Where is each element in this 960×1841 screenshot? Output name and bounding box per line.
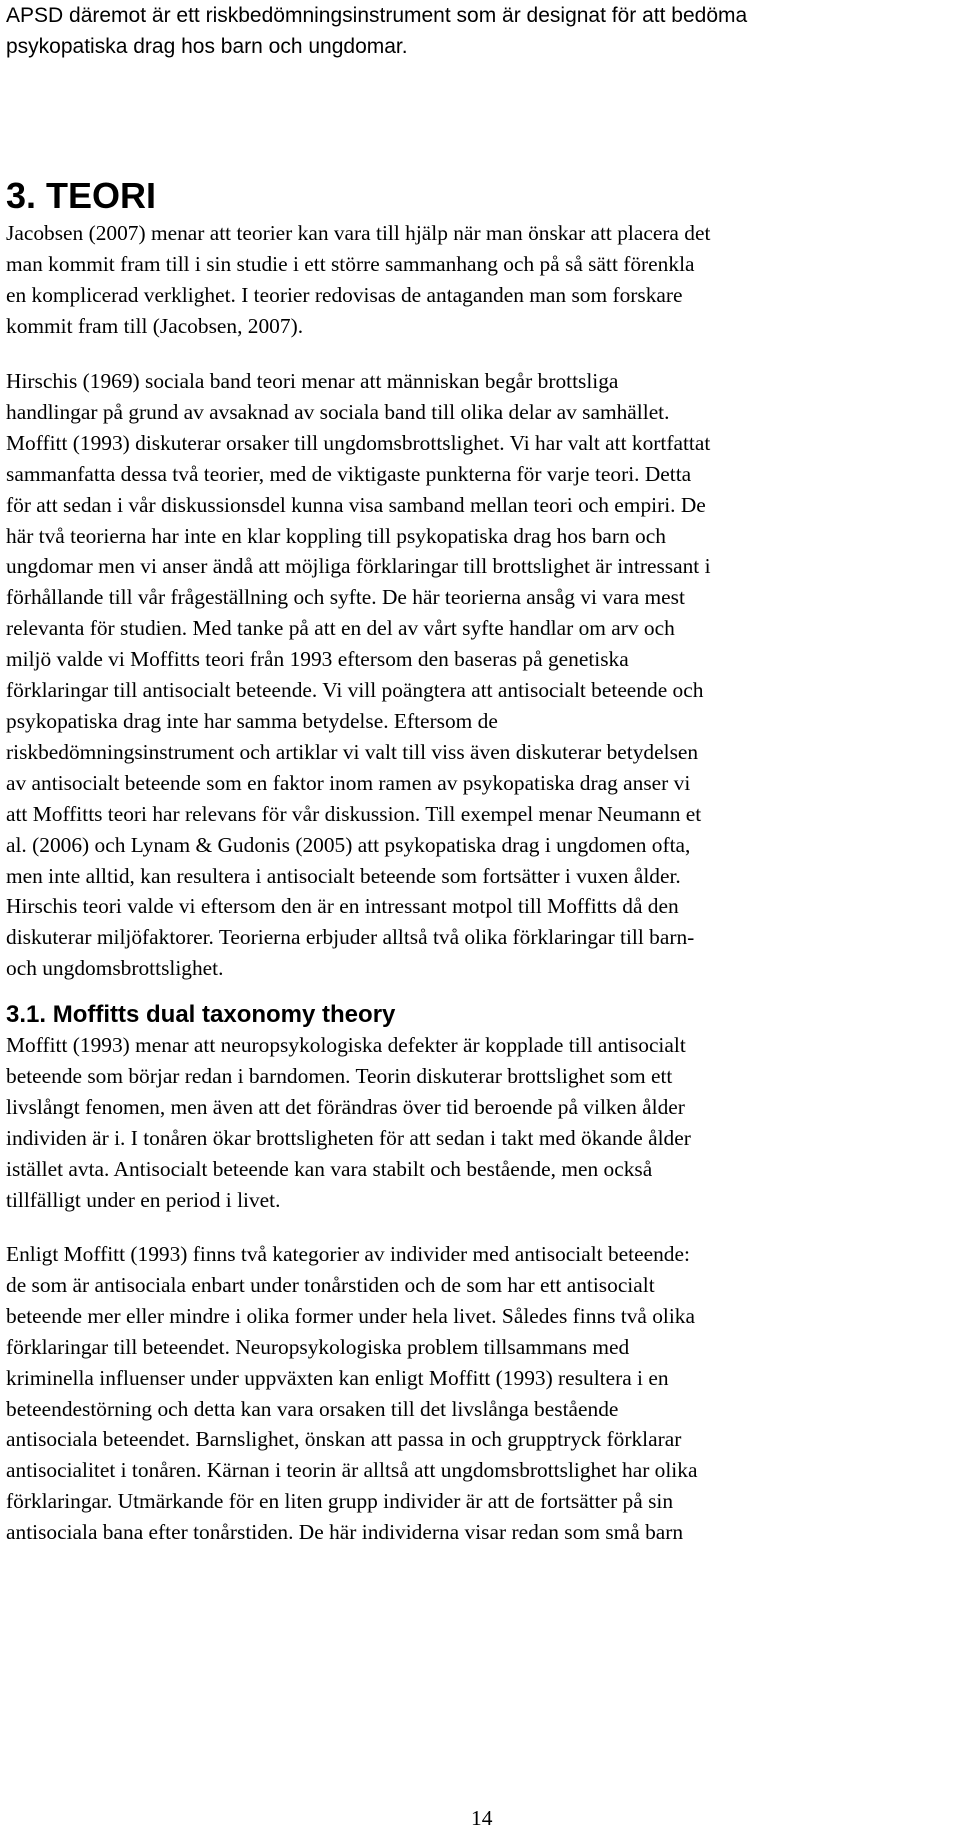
text-line: al. (2006) och Lynam & Gudonis (2005) att psykopatiska drag i ungdomen ofta, [6,832,691,857]
text-line: psykopatiska drag hos barn och ungdomar. [6,35,408,58]
text-line: psykopatiska drag inte har samma betydelse. Eftersom de [6,708,498,733]
text-line: man kommit fram till i sin studie i ett större sammanhang och på så sätt förenkla [6,251,695,276]
text-line: individen är i. I tonåren ökar brottsligheten för att sedan i takt med ökande ålder [6,1125,691,1150]
text-line: beteendestörning och detta kan vara orsaken till det livslånga bestående [6,1396,619,1421]
text-line: antisociala bana efter tonårstiden. De här individerna visar redan som små barn [6,1520,684,1545]
paragraph-jacobsen [6,218,956,342]
text-line: Hirschis teori valde vi eftersom den är en intressant motpol till Moffitts då den [6,894,679,919]
text-line: av antisocialt beteende som en faktor inom ramen av psykopatiska drag anser vi [6,770,691,795]
text-line: de som är antisociala enbart under tonårstiden och de som har ett antisocialt [6,1272,655,1297]
text-line: sammanfatta dessa två teorier, med de viktigaste punkterna för varje teori. Detta [6,461,692,486]
text-line: Hirschis (1969) sociala band teori menar att människan begår brottsliga [6,369,619,393]
text-line: APSD däremot är ett riskbedömningsinstrument som är designat för att bedöma [6,4,748,27]
text-line: förklaringar. Utmärkande för en liten grupp individer är att de fortsätter på sin [6,1489,674,1514]
text-line: att Moffitts teori har relevans för vår diskussion. Till exempel menar Neumann et [6,801,702,826]
text-line: beteende mer eller mindre i olika former under hela livet. Således finns två olika [6,1303,696,1328]
text-line: beteende som börjar redan i barndomen. Teorin diskuterar brottslighet som ett [6,1063,673,1088]
paragraph-moffitt-categories [6,1239,956,1548]
text-line: Moffitt (1993) menar att neuropsykologiska defekter är kopplade till antisocialt [6,1033,686,1057]
text-line: handlingar på grund av avsaknad av sociala band till olika delar av samhället. [6,399,670,424]
text-line: ungdomar men vi anser ändå att möjliga förklaringar till brottslighet är intressant i [6,554,711,579]
section-heading-moffitt: 3.1. Moffitts dual taxonomy theory [6,1001,396,1028]
text-line: diskuterar miljöfaktorer. Teorierna erbjuder alltså två olika förklaringar till barn- [6,925,695,950]
text-line: Enligt Moffitt (1993) finns två kategorier av individer med antisocialt beteende: [6,1242,690,1266]
paragraph-moffitt-intro [6,1030,956,1215]
text-line: antisocialitet i tonåren. Kärnan i teorin är alltså att ungdomsbrottslighet har olika [6,1458,698,1483]
text-line: tillfälligt under en period i livet. [6,1187,281,1212]
text-line: antisociala beteendet. Barnslighet, önskan att passa in och grupptryck förklarar [6,1427,682,1452]
text-line: livslångt fenomen, men även att det förändras över tid beroende på vilken ålder [6,1094,685,1119]
text-line: förklaringar till antisocialt beteende. Vi vill poängtera att antisocialt beteende och [6,678,704,703]
document-page [6,0,956,1841]
text-line: Jacobsen (2007) menar att teorier kan vara till hjälp när man önskar att placera det [6,221,711,245]
text-line: förklaringar till beteendet. Neuropsykologiska problem tillsammans med [6,1334,630,1359]
text-line: här två teorierna har inte en klar koppling till psykopatiska drag hos barn och [6,523,666,548]
intro-paragraph [6,0,956,62]
text-line: förhållande till vår frågeställning och syfte. De här teorierna ansåg vi vara mest [6,585,685,610]
text-line: istället avta. Antisocialt beteende kan vara stabilt och bestående, men också [6,1156,653,1181]
text-line: kommit fram till (Jacobsen, 2007). [6,313,304,338]
text-line: relevanta för studien. Med tanke på att en del av vårt syfte handlar om arv och [6,616,675,641]
text-line: för att sedan i vår diskussionsdel kunna visa samband mellan teori och empiri. De [6,492,706,517]
paragraph-hirschis [6,366,956,984]
text-line: miljö valde vi Moffitts teori från 1993 eftersom den baseras på genetiska [6,647,629,672]
text-line: riskbedömningsinstrument och artiklar vi valt till viss även diskuterar betydelsen [6,739,699,764]
text-line: men inte alltid, kan resultera i antisocialt beteende som fortsätter i vuxen ålder. [6,863,681,888]
text-line: och ungdomsbrottslighet. [6,956,224,981]
text-line: kriminella influenser under uppväxten kan enligt Moffitt (1993) resultera i en [6,1365,669,1390]
section-heading-teori: 3. TEORI [6,175,157,216]
page-number: 14 [471,1806,493,1830]
text-line: en komplicerad verklighet. I teorier redovisas de antaganden man som forskare [6,282,683,307]
text-line: Moffitt (1993) diskuterar orsaker till ungdomsbrottslighet. Vi har valt att kortfattat [6,430,711,455]
